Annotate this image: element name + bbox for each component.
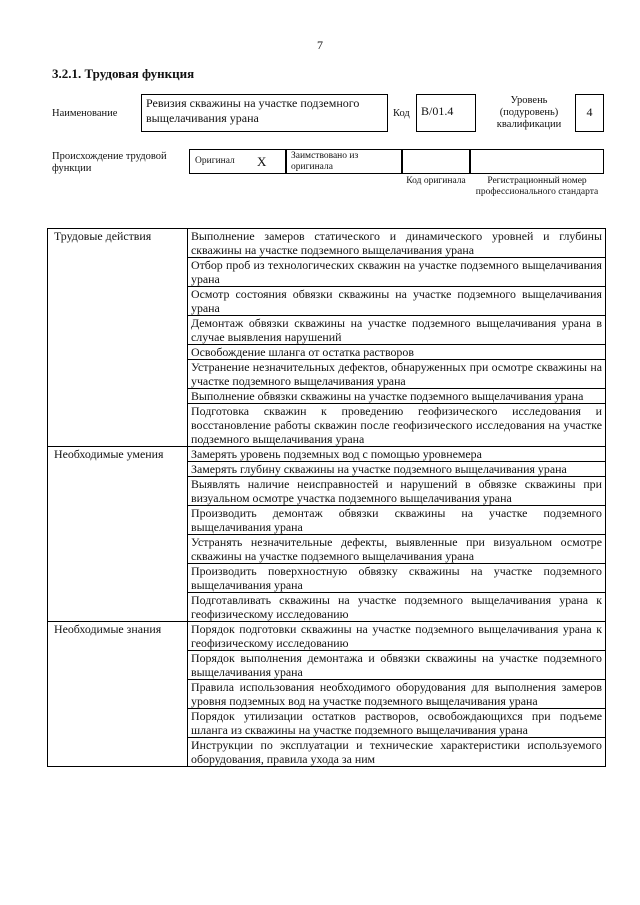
table-row <box>48 622 606 651</box>
borrowed-cell <box>286 149 402 174</box>
name-label: Наименование <box>52 108 118 119</box>
section-item: Выявлять наличие неисправностей и нарушений в обвязке скважины при визуальном осмотре участка подземного выщелачивания урана <box>188 477 606 506</box>
section-item: Замерять глубину скважины на участке подземного выщелачивания урана <box>188 462 606 477</box>
section-item: Замерять уровень подземных вод с помощью уровнемера <box>188 447 606 462</box>
table-row <box>48 229 606 258</box>
page-number: 7 <box>317 38 323 52</box>
reg-caption: Регистрационный номер профессионального стандарта <box>475 176 599 197</box>
section-item: Порядок утилизации остатков растворов, освобождающихся при подъеме шланга из скважины на участке подземного выщелачивания урана <box>188 709 606 738</box>
section-item: Демонтаж обвязки скважины на участке подземного выщелачивания урана в случае выявления нарушений <box>188 316 606 345</box>
reg-number-cell <box>470 149 604 174</box>
section-item: Правила использования необходимого оборудования для выполнения замеров уровня подземных вод на участке подземного выщелачивания урана <box>188 680 606 709</box>
section-item: Выполнение замеров статического и динамического уровней и глубины скважины на участке подземного выщелачивания урана <box>188 229 606 258</box>
section-item: Подготовка скважин к проведению геофизического исследования и восстановление работы скважин после геофизического исследования на участке подземного выщелачивания урана <box>188 404 606 447</box>
function-code: B/01.4 <box>416 94 476 132</box>
section-item: Порядок подготовки скважины на участке подземного выщелачивания урана к геофизическому исследованию <box>188 622 606 651</box>
section-category: Необходимые умения <box>48 447 188 622</box>
section-item: Инструкции по эксплуатации и технические характеристики используемого оборудования, правила ухода за ним <box>188 738 606 767</box>
section-item: Устранять незначительные дефекты, выявленные при визуальном осмотре скважины на участке подземного выщелачивания урана <box>188 535 606 564</box>
code-label: Код <box>393 108 410 119</box>
level-label: Уровень (подуровень) квалификации <box>496 95 562 130</box>
section-category: Трудовые действия <box>48 229 188 447</box>
original-cell <box>189 149 286 174</box>
original-mark: X <box>257 154 267 169</box>
section-category: Необходимые знания <box>48 622 188 767</box>
section-item: Устранение незначительных дефектов, обнаруженных при осмотре скважины на участке подземного выщелачивания урана <box>188 360 606 389</box>
section-item: Освобождение шланга от остатка растворов <box>188 345 606 360</box>
code-caption: Код оригинала <box>406 176 466 186</box>
original-code-cell <box>402 149 470 174</box>
section-item: Порядок выполнения демонтажа и обвязки скважины на участке подземного выщелачивания урана <box>188 651 606 680</box>
section-item: Производить демонтаж обвязки скважины на участке подземного выщелачивания урана <box>188 506 606 535</box>
origin-label: Происхождение трудовой функции <box>52 151 167 174</box>
section-item: Выполнение обвязки скважины на участке подземного выщелачивания урана <box>188 389 606 404</box>
section-item: Осмотр состояния обвязки скважины на участке подземного выщелачивания урана <box>188 287 606 316</box>
original-label: Оригинал <box>195 156 235 166</box>
table-row <box>48 447 606 462</box>
function-table <box>47 228 606 767</box>
section-title: 3.2.1. Трудовая функция <box>52 66 195 81</box>
qualification-level: 4 <box>575 94 604 132</box>
section-item: Подготавливать скважины на участке подземного выщелачивания урана к геофизическому исследованию <box>188 593 606 622</box>
section-item: Производить поверхностную обвязку скважины на участке подземного выщелачивания урана <box>188 564 606 593</box>
borrowed-label: Заимствовано из оригинала <box>291 151 359 172</box>
section-item: Отбор проб из технологических скважин на участке подземного выщелачивания урана <box>188 258 606 287</box>
function-name: Ревизия скважины на участке подземного выщелачивания урана <box>141 94 388 132</box>
